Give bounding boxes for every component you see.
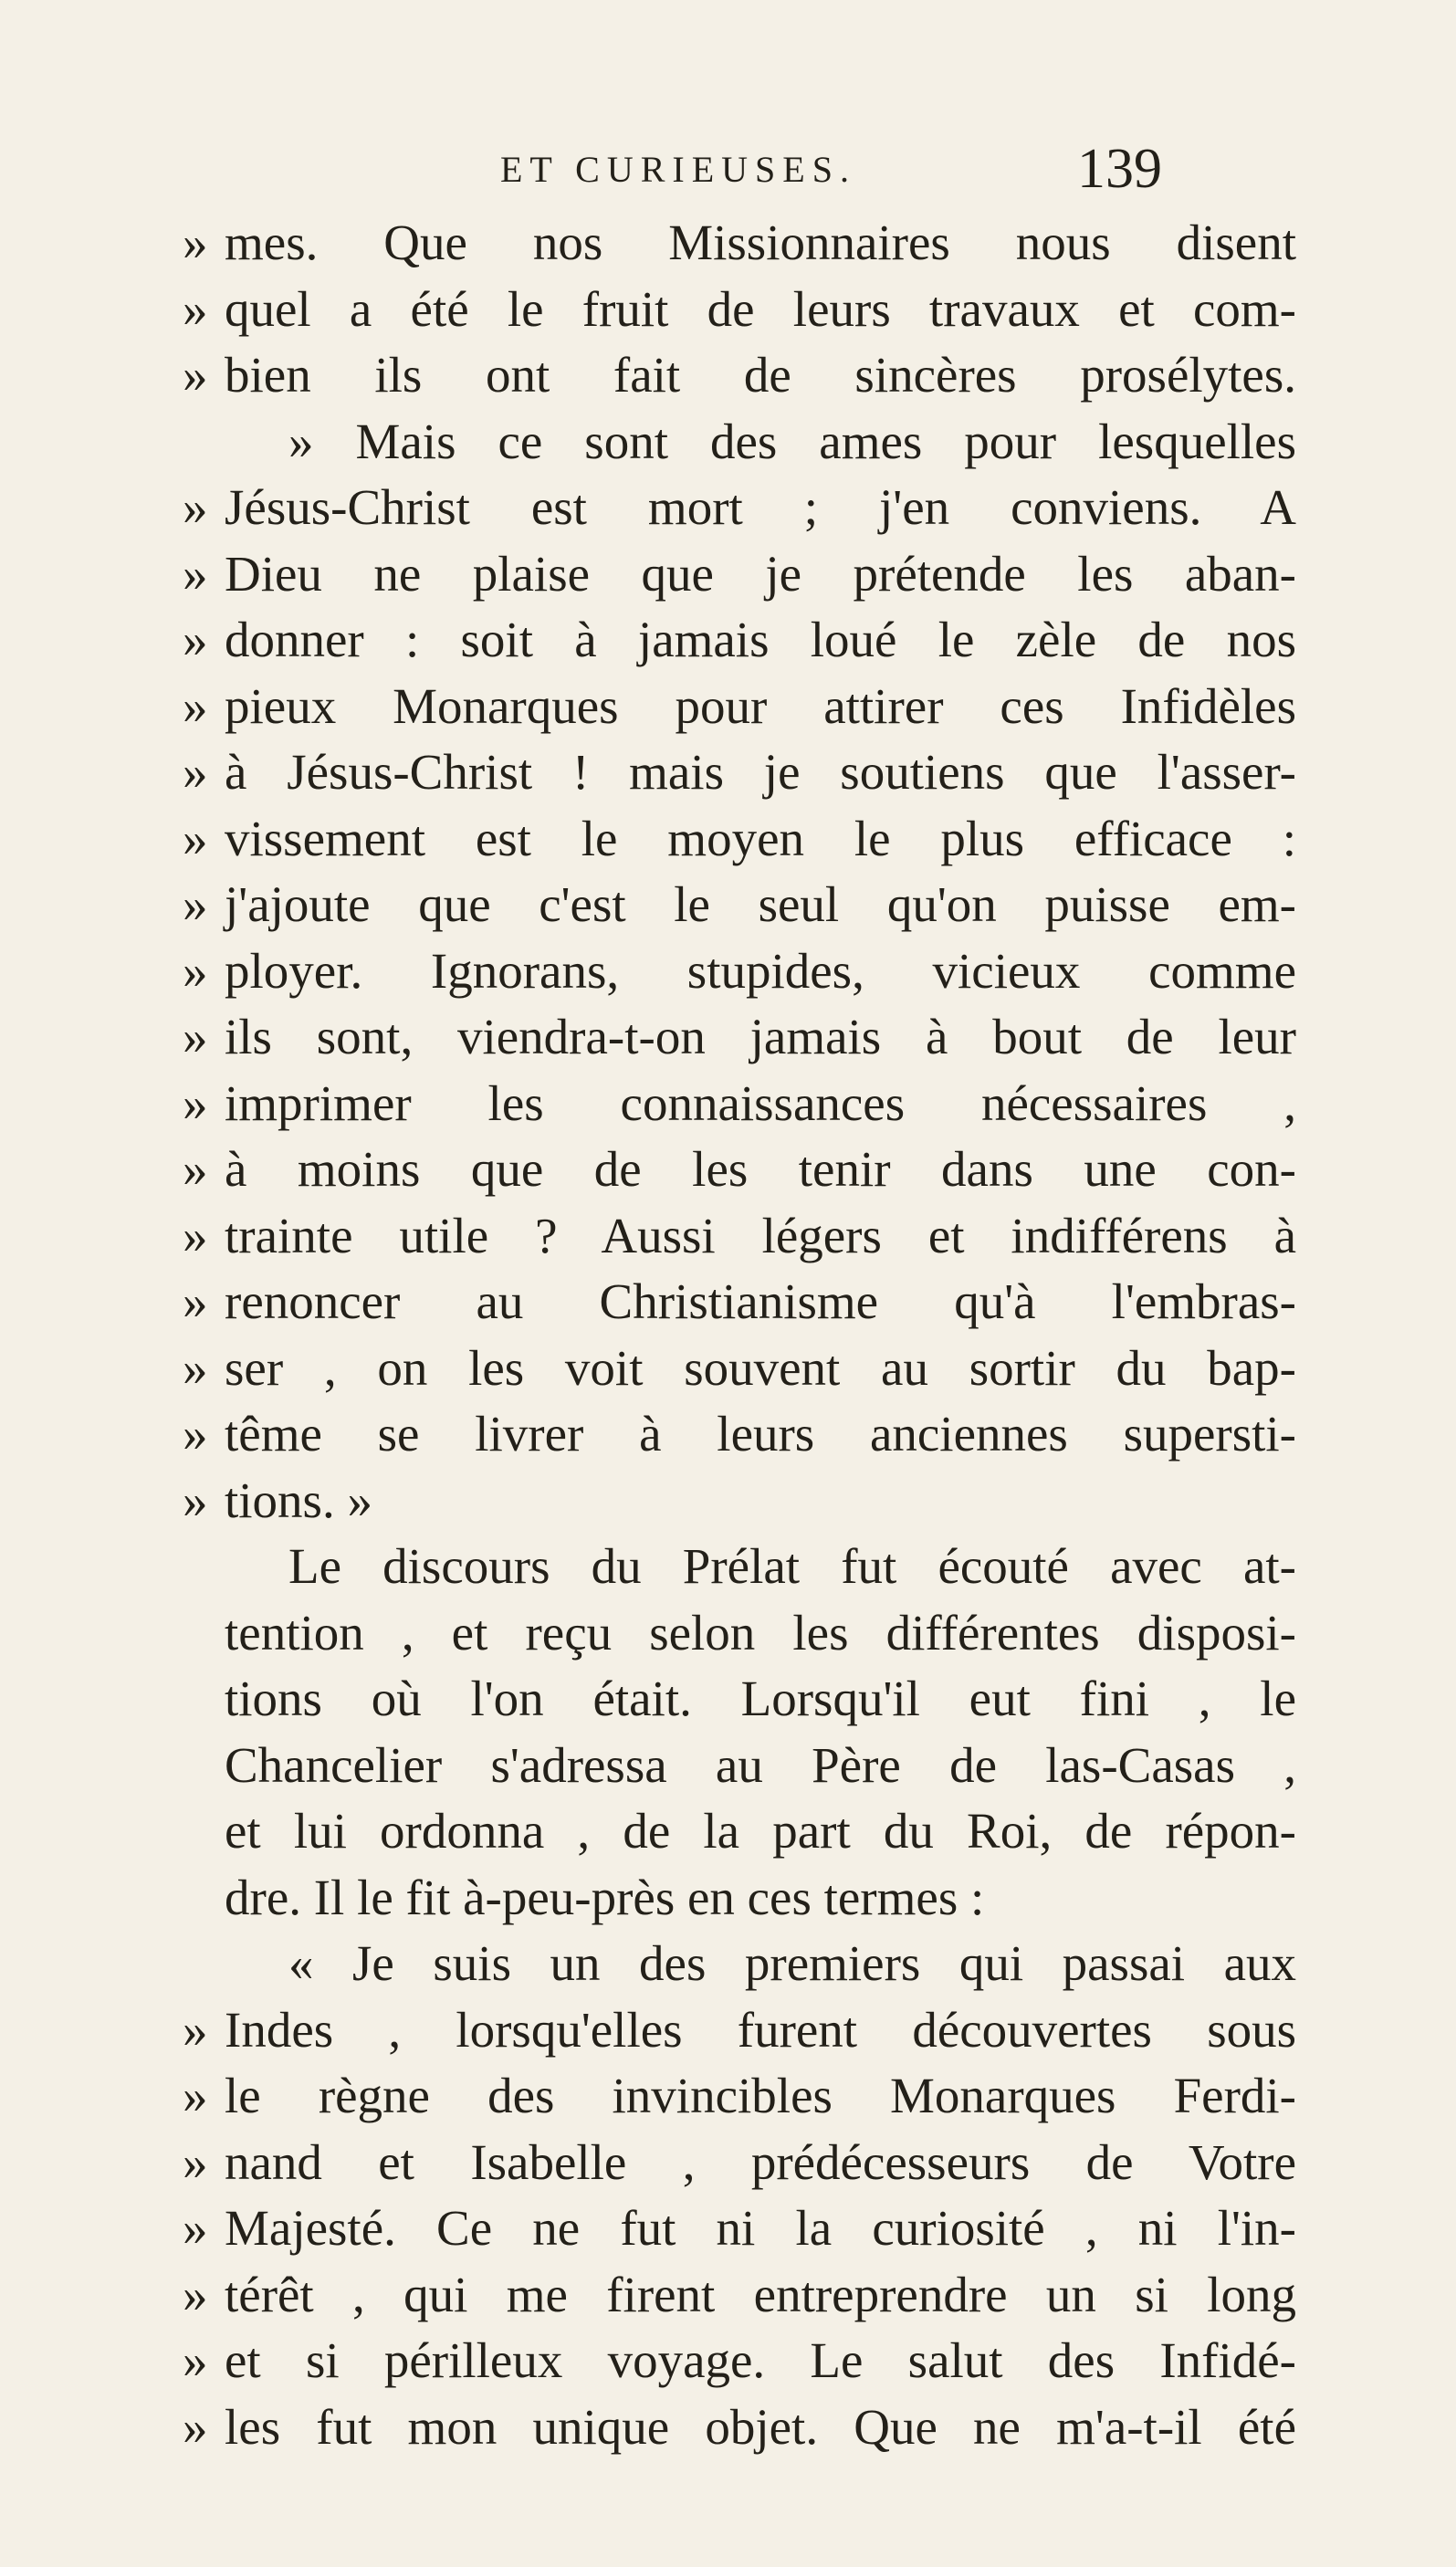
line-text: Jésus-Christ est mort ; j'en conviens. A <box>225 479 1296 535</box>
text-line <box>183 1865 1296 1932</box>
body-text <box>183 210 1296 2460</box>
quote-mark: » <box>183 1207 208 1263</box>
line-text: nand et Isabelle , prédécesseurs de Votre <box>225 2133 1296 2190</box>
line-text: térêt , qui me firent entreprendre un si long <box>225 2266 1296 2322</box>
text-line <box>183 2328 1296 2394</box>
text-line <box>183 872 1296 938</box>
quote-mark: » <box>183 2332 208 2388</box>
line-text: trainte utile ? Aussi légers et indifférens à <box>225 1207 1296 1263</box>
line-text: Majesté. Ce ne fut ni la curiosité , ni l'in- <box>225 2200 1296 2256</box>
text-line <box>183 1931 1296 1997</box>
quote-mark: » <box>183 810 208 866</box>
line-text: tême se livrer à leurs anciennes supersti- <box>225 1406 1296 1462</box>
quote-mark: » <box>183 612 208 667</box>
line-text: « Je suis un des premiers qui passai aux <box>288 1935 1296 1991</box>
text-line <box>183 2130 1296 2196</box>
line-text: Chancelier s'adressa au Père de las-Casas , <box>225 1736 1296 1793</box>
text-line <box>183 674 1296 740</box>
text-line <box>183 739 1296 806</box>
line-text: donner : soit à jamais loué le zèle de nos <box>225 612 1296 667</box>
quote-mark: » <box>183 744 208 800</box>
line-text: dre. Il le fit à-peu-près en ces termes : <box>225 1869 985 1925</box>
text-line <box>183 1336 1296 1402</box>
line-text: à moins que de les tenir dans une con- <box>225 1141 1296 1197</box>
text-line <box>183 806 1296 873</box>
text-line <box>183 1468 1296 1535</box>
text-line <box>183 1798 1296 1865</box>
running-title: ET CURIEUSES. <box>500 149 856 190</box>
line-text: et lui ordonna , de la part du Roi, de répon- <box>225 1803 1296 1859</box>
text-line <box>183 1269 1296 1336</box>
line-text: ser , on les voit souvent au sortir du bap- <box>225 1339 1296 1396</box>
page-header <box>0 137 1456 210</box>
text-line <box>183 342 1296 409</box>
quote-mark: » <box>183 1472 208 1528</box>
page-number: 139 <box>1077 138 1162 200</box>
text-line <box>183 1071 1296 1137</box>
quote-mark: » <box>183 2068 208 2123</box>
text-line <box>183 1733 1296 1799</box>
line-text: quel a été le fruit de leurs travaux et com- <box>225 280 1296 337</box>
text-line <box>183 210 1296 277</box>
text-line <box>183 607 1296 674</box>
quote-mark: » <box>183 677 208 734</box>
line-text: » Mais ce sont des ames pour lesquelles <box>288 413 1296 469</box>
text-line <box>183 1997 1296 2064</box>
quote-mark: » <box>183 876 208 932</box>
line-text: renoncer au Christianisme qu'à l'embras- <box>225 1273 1296 1329</box>
line-text: tions où l'on était. Lorsqu'il eut fini , le <box>225 1671 1296 1726</box>
line-text: à Jésus-Christ ! mais je soutiens que l'asser- <box>225 744 1296 800</box>
line-text: les fut mon unique objet. Que ne m'a-t-il été <box>225 2398 1296 2455</box>
quote-mark: » <box>183 2266 208 2322</box>
text-line <box>183 1203 1296 1270</box>
quote-mark: » <box>183 1009 208 1064</box>
text-line <box>183 475 1296 541</box>
line-text: Le discours du Prélat fut écouté avec at- <box>288 1538 1296 1594</box>
line-text: ils sont, viendra-t-on jamais à bout de leur <box>225 1009 1296 1064</box>
text-line <box>183 938 1296 1005</box>
quote-mark: » <box>183 2200 208 2256</box>
quote-mark: » <box>183 1339 208 1396</box>
text-line <box>183 1666 1296 1733</box>
line-text: le règne des invincibles Monarques Ferdi- <box>225 2068 1296 2123</box>
text-line <box>183 409 1296 476</box>
quote-mark: » <box>183 942 208 999</box>
line-text: mes. Que nos Missionnaires nous disent <box>225 215 1296 270</box>
line-text: tention , et reçu selon les différentes disposi- <box>225 1604 1296 1661</box>
text-line <box>183 1534 1296 1600</box>
text-line <box>183 1137 1296 1203</box>
quote-mark: » <box>183 1141 208 1197</box>
line-text: vissement est le moyen le plus efficace : <box>225 810 1296 866</box>
quote-mark: » <box>183 215 208 270</box>
text-line <box>183 2195 1296 2262</box>
line-text: Indes , lorsqu'elles furent découvertes sous <box>225 2001 1296 2058</box>
text-line <box>183 1004 1296 1071</box>
text-line <box>183 2262 1296 2329</box>
quote-mark: » <box>183 347 208 403</box>
quote-mark: » <box>183 1406 208 1462</box>
line-text: bien ils ont fait de sincères prosélytes. <box>225 347 1296 403</box>
text-line <box>183 1600 1296 1667</box>
quote-mark: » <box>183 2133 208 2190</box>
quote-mark: » <box>183 2001 208 2058</box>
line-text: tions. » <box>225 1472 372 1528</box>
quote-mark: » <box>183 1074 208 1131</box>
text-line <box>183 277 1296 343</box>
quote-mark: » <box>183 1273 208 1329</box>
line-text: j'ajoute que c'est le seul qu'on puisse em- <box>225 876 1296 932</box>
line-text: Dieu ne plaise que je prétende les aban- <box>225 545 1296 602</box>
line-text: pieux Monarques pour attirer ces Infidèles <box>225 677 1296 734</box>
text-line <box>183 1401 1296 1468</box>
line-text: imprimer les connaissances nécessaires , <box>225 1074 1296 1131</box>
quote-mark: » <box>183 2398 208 2455</box>
quote-mark: » <box>183 479 208 535</box>
line-text: et si périlleux voyage. Le salut des Infidé- <box>225 2332 1296 2388</box>
text-line <box>183 2394 1296 2461</box>
line-text: ployer. Ignorans, stupides, vicieux comme <box>225 942 1296 999</box>
text-line <box>183 541 1296 608</box>
quote-mark: » <box>183 545 208 602</box>
text-line <box>183 2063 1296 2130</box>
quote-mark: » <box>183 280 208 337</box>
